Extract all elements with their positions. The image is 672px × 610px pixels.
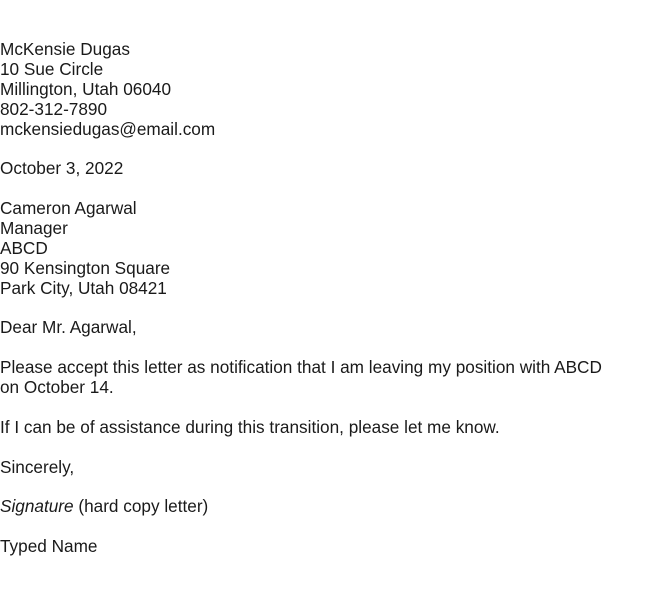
- typed-name: Typed Name: [0, 536, 98, 557]
- sender-city-state-zip: Millington, Utah 06040: [0, 78, 172, 99]
- closing: Sincerely,: [0, 456, 75, 477]
- spacer: [0, 438, 660, 458]
- body-paragraph-1-line-1: Please accept this letter as notification that I am leaving my position with ABCD: [0, 357, 602, 378]
- sender-street: 10 Sue Circle: [0, 58, 104, 79]
- body-paragraph-1: [0, 358, 660, 398]
- spacer: [0, 139, 660, 159]
- sender-block: [0, 40, 660, 139]
- signature-label: Signature: [0, 496, 74, 517]
- spacer: [0, 179, 660, 199]
- spacer: [0, 517, 660, 537]
- recipient-company: ABCD: [0, 237, 48, 258]
- body-paragraph-1-line-2: on October 14.: [0, 377, 114, 398]
- recipient-city-state-zip: Park City, Utah 08421: [0, 277, 167, 298]
- spacer: [0, 299, 660, 319]
- spacer: [0, 338, 660, 358]
- signature-note: (hard copy letter): [73, 496, 209, 517]
- signature-line: [0, 497, 660, 517]
- recipient-title: Manager: [0, 218, 68, 239]
- salutation: Dear Mr. Agarwal,: [0, 317, 137, 338]
- sender-email: mckensiedugas@email.com: [0, 118, 216, 139]
- recipient-name: Cameron Agarwal: [0, 198, 137, 219]
- letter-date: October 3, 2022: [0, 158, 124, 179]
- sender-phone: 802-312-7890: [0, 98, 108, 119]
- body-paragraph-2: If I can be of assistance during this transition, please let me know.: [0, 416, 500, 437]
- resignation-letter: [0, 40, 660, 557]
- recipient-block: [0, 199, 660, 298]
- recipient-street: 90 Kensington Square: [0, 257, 171, 278]
- sender-name: McKensie Dugas: [0, 39, 130, 59]
- spacer: [0, 478, 660, 498]
- spacer: [0, 398, 660, 418]
